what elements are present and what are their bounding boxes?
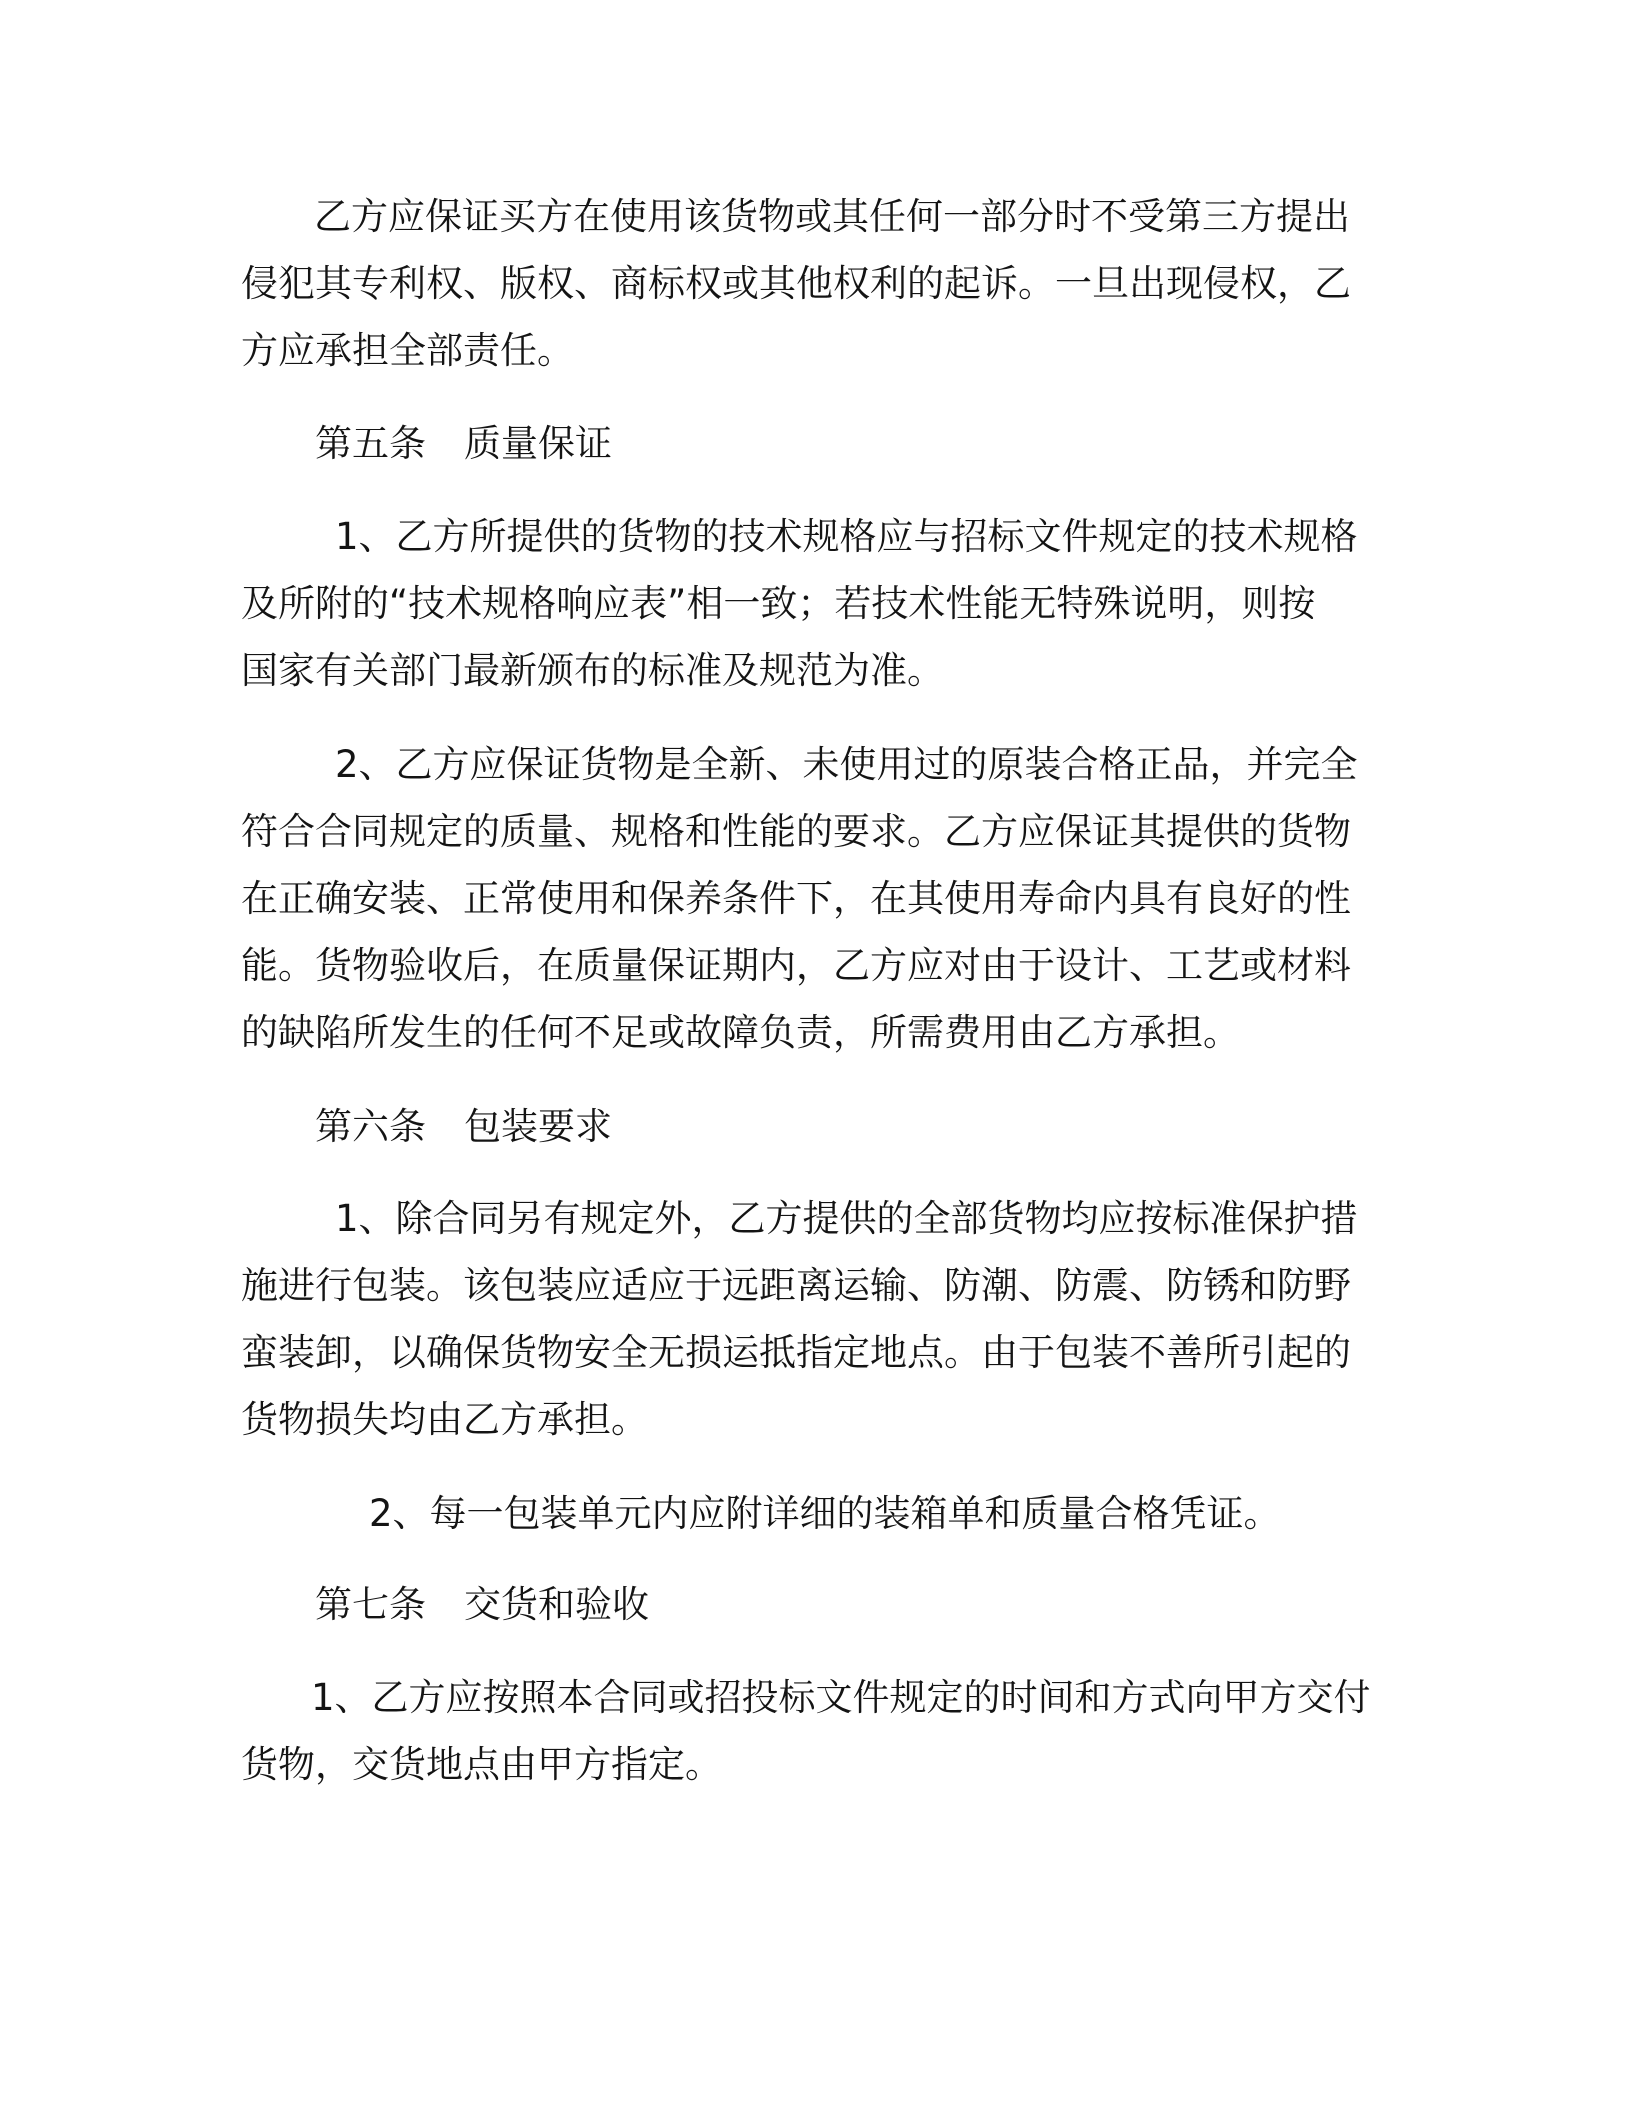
- text-line: 符合合同规定的质量、规格和性能的要求。乙方应保证其提供的货物: [241, 810, 1351, 853]
- paragraph-7-1: [241, 1664, 1387, 1798]
- text-line: 2、每一包装单元内应附详细的装箱单和质量合格凭证。: [369, 1492, 1281, 1535]
- text-line: 蛮装卸，以确保货物安全无损运抵指定地点。由于包装不善所引起的: [241, 1331, 1351, 1374]
- text-line: 货物，交货地点由甲方指定。: [241, 1743, 722, 1786]
- article-6-heading: [315, 1093, 1461, 1160]
- article-number: 第七条: [315, 1583, 426, 1626]
- paragraph-5-2: [241, 731, 1387, 1066]
- article-5-heading: [315, 410, 1461, 477]
- text-line: 在正确安装、正常使用和保养条件下，在其使用寿命内具有良好的性: [241, 877, 1351, 920]
- paragraph-6-2: [241, 1480, 1387, 1547]
- article-title: 质量保证: [464, 422, 612, 465]
- text-line: 1、乙方所提供的货物的技术规格应与招标文件规定的技术规格: [335, 515, 1358, 558]
- article-7-heading: [315, 1571, 1461, 1638]
- text-line: 侵犯其专利权、版权、商标权或其他权利的起诉。一旦出现侵权，乙: [241, 262, 1351, 305]
- article-title: 交货和验收: [464, 1583, 649, 1626]
- text-line: 2、乙方应保证货物是全新、未使用过的原装合格正品，并完全: [335, 743, 1358, 786]
- article-number: 第六条: [315, 1105, 426, 1148]
- paragraph-infringement: [241, 183, 1387, 384]
- text-line: 货物损失均由乙方承担。: [241, 1398, 648, 1441]
- paragraph-5-1: [241, 503, 1387, 704]
- text-line: 施进行包装。该包装应适应于远距离运输、防潮、防震、防锈和防野: [241, 1264, 1351, 1307]
- text-line: 方应承担全部责任。: [241, 329, 574, 372]
- text-line: 能。货物验收后，在质量保证期内，乙方应对由于设计、工艺或材料: [241, 944, 1351, 987]
- paragraph-6-1: [241, 1185, 1387, 1453]
- text-line: 1、乙方应按照本合同或招投标文件规定的时间和方式向甲方交付: [311, 1676, 1371, 1719]
- text-line: 乙方应保证买方在使用该货物或其任何一部分时不受第三方提出: [314, 195, 1350, 238]
- article-number: 第五条: [315, 422, 426, 465]
- text-line: 国家有关部门最新颁布的标准及规范为准。: [241, 649, 944, 692]
- text-line: 及所附的“技术规格响应表”相一致；若技术性能无特殊说明，则按: [241, 582, 1316, 625]
- text-line: 的缺陷所发生的任何不足或故障负责，所需费用由乙方承担。: [241, 1011, 1240, 1054]
- text-line: 1、除合同另有规定外，乙方提供的全部货物均应按标准保护措: [335, 1197, 1358, 1240]
- article-title: 包装要求: [464, 1105, 612, 1148]
